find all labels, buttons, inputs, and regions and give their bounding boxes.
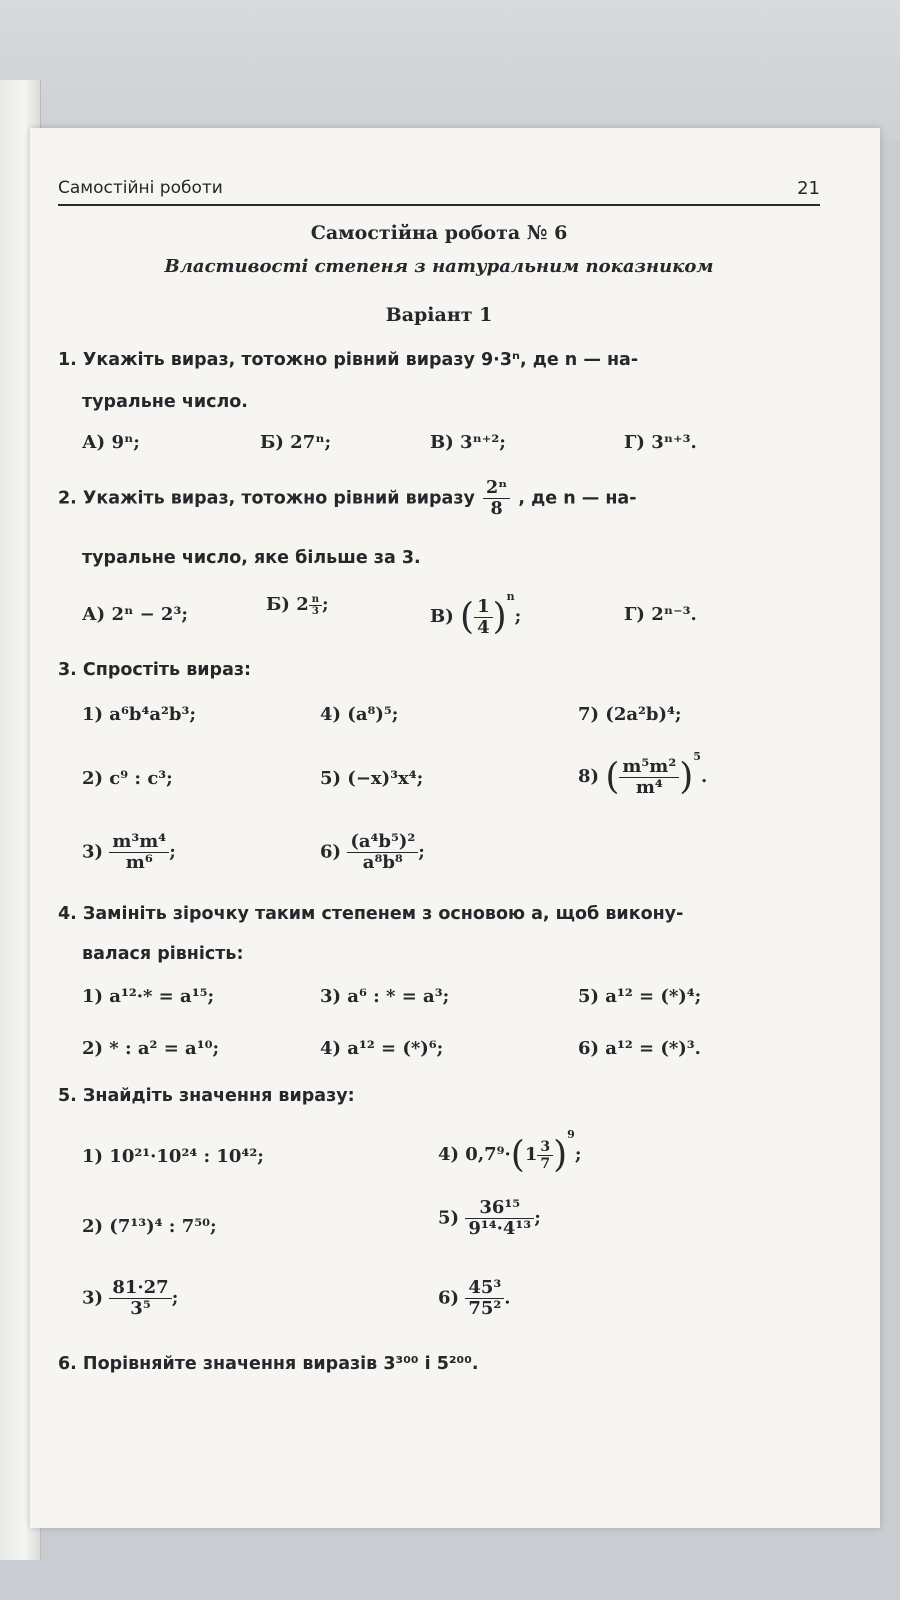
- task3-item3: 3) $\frac{\text{m³m⁴}}{\text{m⁶}}$ ;: [82, 831, 176, 873]
- task3-item4: 4) (a⁸)⁵;: [320, 704, 399, 725]
- task2-fraction: [483, 478, 510, 519]
- task3-heading: 3. Спростіть вираз:: [58, 660, 252, 680]
- task5-item3: 3) $\frac{81\cdot 27}{\text{3⁵}}$ ;: [82, 1277, 179, 1319]
- task2-option-b-exponent: $\frac{n}{3}$: [309, 594, 322, 617]
- task3-item8: 8) ( $\frac{\text{m⁵m²}}{\text{m⁴}}$ )$^5$.: [578, 750, 708, 798]
- task4-item3: 3) a⁶ : * = a³;: [320, 986, 450, 1007]
- task3-item5: 5) (−x)³x⁴;: [320, 768, 424, 789]
- page-number: 21: [797, 178, 820, 199]
- task5-item3-fraction: $\frac{81\cdot 27}{\text{3⁵}}$: [109, 1278, 171, 1319]
- page-title: Самостійна робота № 6: [310, 222, 568, 244]
- task5-item4-fraction: $\frac{3}{7}$: [537, 1139, 553, 1172]
- task3-item1: 1) a⁶b⁴a²b³;: [82, 704, 196, 725]
- task5-item6: 6) $\frac{\text{45³}}{\text{75²}}$ .: [438, 1277, 511, 1319]
- task2-option-d: Г) 2ⁿ⁻³.: [624, 604, 697, 625]
- task2-option-b: Б) 2 $\frac{n}{3}$ ;: [266, 594, 329, 617]
- task5-item2: 2) (7¹³)⁴ : 7⁵⁰;: [82, 1216, 217, 1237]
- task4-item1: 1) a¹²·* = a¹⁵;: [82, 986, 215, 1007]
- task5-item1: 1) 10²¹·10²⁴ : 10⁴²;: [82, 1146, 264, 1167]
- task3-item6-fraction: $\frac{\text{(a⁴b⁵)²}}{\text{a⁸b⁸}}$: [347, 832, 418, 873]
- book-page: [30, 128, 880, 1528]
- task5-item6-fraction: $\frac{\text{45³}}{\text{75²}}$: [465, 1278, 504, 1319]
- task4-item4: 4) a¹² = (*)⁶;: [320, 1038, 444, 1059]
- task3-item3-fraction: $\frac{\text{m³m⁴}}{\text{m⁶}}$: [109, 832, 169, 873]
- task3-item6: 6) $\frac{\text{(a⁴b⁵)²}}{\text{a⁸b⁸}}$ ;: [320, 831, 425, 873]
- task2-option-c: В) ( $\frac{1}{4}$ )$^n$;: [430, 590, 522, 638]
- task2-frac-den: 8: [490, 499, 503, 519]
- task5-item4: 4) 0,7⁹·(1 $\frac{3}{7}$ )$^9$;: [438, 1128, 582, 1176]
- task1-option-b: Б) 27ⁿ;: [260, 432, 332, 453]
- task1-option-a: А) 9ⁿ;: [82, 432, 140, 453]
- task4-item5: 5) a¹² = (*)⁴;: [578, 986, 702, 1007]
- task2-frac-num: 2ⁿ: [483, 478, 510, 499]
- task5-item5: 5) $\frac{\text{36¹⁵}}{\text{9¹⁴·4¹³}}$ ;: [438, 1197, 541, 1239]
- page-subtitle: Властивості степеня з натуральним показником: [164, 256, 714, 277]
- task3-item2: 2) c⁹ : c³;: [82, 768, 173, 789]
- task5-heading: 5. Знайдіть значення виразу:: [58, 1086, 355, 1106]
- task2-option-a: А) 2ⁿ − 2³;: [82, 604, 188, 625]
- task4-line1: 4. Замініть зірочку таким степенем з основою a, щоб викону-: [58, 904, 684, 924]
- task2-line2: туральне число, яке більше за 3.: [82, 548, 421, 568]
- task1-option-c: В) 3ⁿ⁺²;: [430, 432, 506, 453]
- task2-line1: [58, 478, 637, 519]
- task1-line2: туральне число.: [82, 392, 248, 412]
- task3-item8-fraction: $\frac{\text{m⁵m²}}{\text{m⁴}}$: [619, 757, 679, 798]
- task3-item7: 7) (2a²b)⁴;: [578, 704, 682, 725]
- header-section: Самостійні роботи: [58, 178, 223, 198]
- task1-line1: 1. Укажіть вираз, тотожно рівний виразу 9·3ⁿ, де n — на-: [58, 350, 639, 370]
- task2-option-c-fraction: $\frac{1}{4}$: [474, 597, 493, 638]
- background: [0, 0, 900, 140]
- task6-text: 6. Порівняйте значення виразів 3³⁰⁰ і 5²⁰⁰.: [58, 1354, 479, 1374]
- task4-item2: 2) * : a² = a¹⁰;: [82, 1038, 220, 1059]
- task1-option-d: Г) 3ⁿ⁺³.: [624, 432, 697, 453]
- running-header: [58, 176, 820, 206]
- task4-line2: валася рівність:: [82, 944, 244, 964]
- task5-item5-fraction: $\frac{\text{36¹⁵}}{\text{9¹⁴·4¹³}}$: [465, 1198, 534, 1239]
- task4-item6: 6) a¹² = (*)³.: [578, 1038, 701, 1059]
- task2-text-end: , де n — на-: [518, 488, 637, 509]
- variant-label: Варіант 1: [385, 304, 493, 326]
- task2-text: 2. Укажіть вираз, тотожно рівний виразу: [58, 488, 475, 509]
